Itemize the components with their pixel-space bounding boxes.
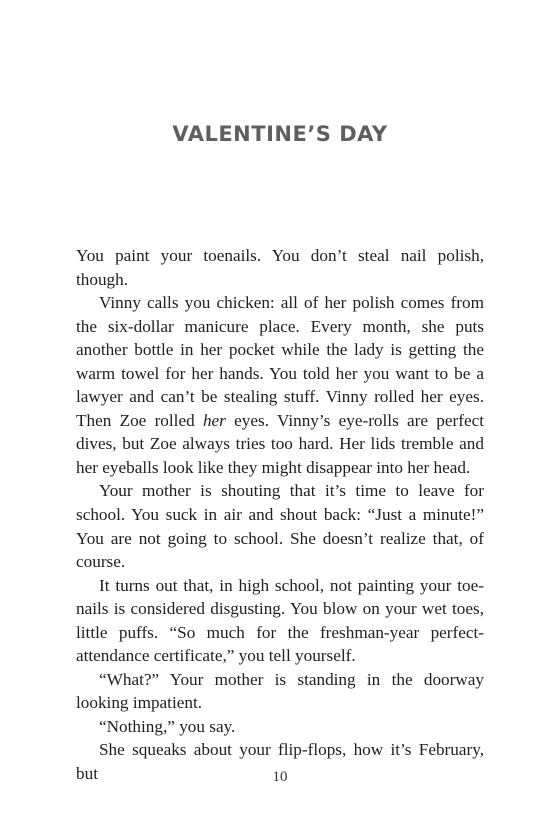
paragraph: “Nothing,” you say. <box>99 716 236 736</box>
paragraph: It turns out that, in high school, not painting your toenails is considered disgusting. You blow on your wet toes, little puffs. “So much for the freshman-year perfect-attendance certificate,” you tell yourself. <box>76 575 484 666</box>
paragraph-text: eyes. Vinny’s eye-rolls are perfect dives, but Zoe always tries too hard. Her lids tremble and her eyeballs look like they might disappear into her head. <box>76 410 484 477</box>
paragraph <box>76 291 484 479</box>
body-text <box>76 244 484 786</box>
paragraph: Your mother is shouting that it’s time to leave for school. You suck in air and shout back: “Just a minute!” You are not going to school. She doesn’t realize that, of course. <box>76 481 484 572</box>
emphasized-word: her <box>202 410 226 430</box>
chapter-title: VALENTINE’S DAY <box>172 122 388 146</box>
paragraph: She squeaks about your flip-flops, how it’s February, but <box>76 740 484 784</box>
paragraph: “What?” Your mother is standing in the doorway looking impatient. <box>76 669 484 713</box>
page-number: 10 <box>272 769 288 785</box>
paragraph-text: Vinny calls you chicken: all of her polish comes from the six-dollar manicure place. Every month, she puts another bottle in her pocket while the lady is getting the warm towel for her hands. You told her you want to be a lawyer and can’t be stealing stuff. Vinny rolled her eyes. Then Zoe rolled <box>76 293 484 430</box>
paragraph: You paint your toenails. You don’t steal nail polish, though. <box>76 246 484 289</box>
